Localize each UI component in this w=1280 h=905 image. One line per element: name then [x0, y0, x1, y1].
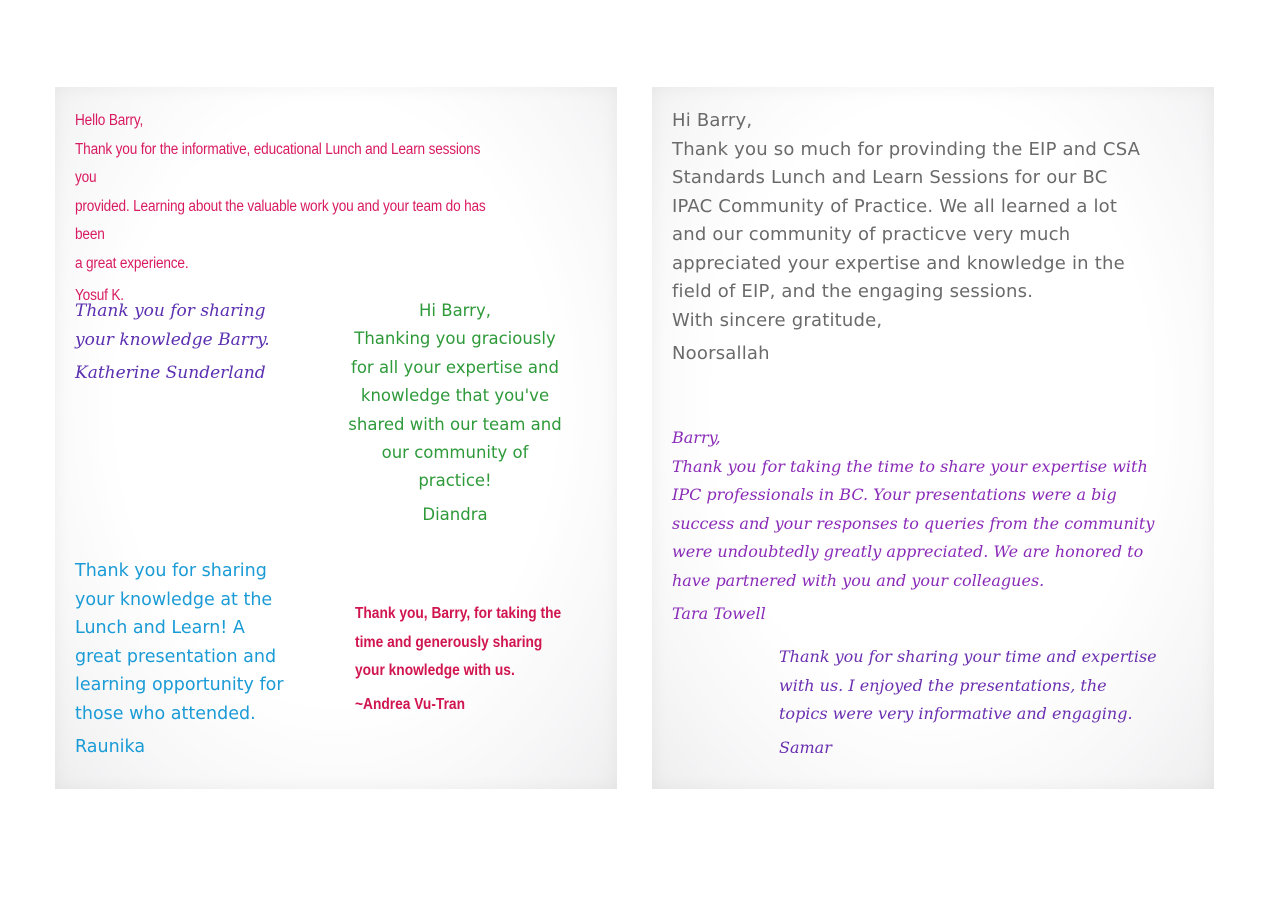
note-signature: Noorsallah: [672, 343, 770, 364]
note-signature: ~Andrea Vu-Tran: [355, 695, 465, 713]
note-line: Standards Lunch and Learn Sessions for our BC: [672, 167, 1108, 188]
note-line: with us. I enjoyed the presentations, the: [779, 675, 1107, 695]
note-line: for all your expertise and: [351, 357, 559, 377]
note-samar: [779, 643, 1209, 762]
note-line: Thank you for sharing: [75, 301, 266, 321]
note-line: Thank you for the informative, educational Lunch and Learn sessions you: [75, 140, 481, 186]
note-line: Lunch and Learn! A: [75, 618, 245, 638]
note-line: shared with our team and: [348, 414, 562, 434]
note-line: field of EIP, and the engaging sessions.: [672, 281, 1034, 302]
note-line: your knowledge Barry.: [75, 330, 270, 350]
note-line: a great experience.: [75, 254, 189, 272]
note-line: success and your responses to queries from the community: [672, 513, 1155, 533]
note-line: have partnered with you and your colleagues.: [672, 570, 1045, 590]
note-katherine: [75, 297, 315, 388]
left-card: [55, 87, 617, 789]
note-line: IPAC Community of Practice. We all learned a lot: [672, 195, 1118, 217]
note-line: learning opportunity for: [75, 675, 284, 695]
note-signature: Katherine Sunderland: [75, 363, 266, 383]
note-line: With sincere gratitude,: [672, 309, 883, 331]
note-line: your knowledge with us.: [355, 662, 515, 679]
note-diandra: [335, 297, 575, 529]
note-line: and our community of practicve very much: [672, 224, 1071, 245]
note-line: Thank you for taking the time to share your expertise with: [672, 456, 1148, 476]
note-signature: Raunika: [75, 737, 146, 757]
note-line: great presentation and: [75, 646, 277, 667]
note-line: knowledge that you've: [360, 386, 550, 406]
note-line: Thank you so much for provinding the EIP and CSA: [672, 138, 1141, 160]
note-line: Barry,: [672, 428, 721, 447]
note-line: Hello Barry,: [75, 112, 144, 129]
note-line: appreciated your expertise and knowledge in the: [672, 252, 1125, 274]
note-line: Thank you for sharing your time and expertise: [779, 647, 1157, 666]
note-andrea: [355, 600, 579, 719]
note-line: practice!: [418, 471, 492, 491]
note-signature: Diandra: [422, 504, 488, 524]
note-yosuf: [75, 107, 489, 311]
note-line: Hi Barry,: [419, 301, 491, 320]
note-line: provided. Learning about the valuable work you and your team do has been: [75, 197, 486, 243]
right-card: [652, 87, 1214, 789]
note-line: topics were very informative and engaging.: [779, 704, 1133, 723]
note-line: those who attended.: [75, 703, 256, 724]
note-signature: Yosuf K.: [75, 287, 124, 304]
note-line: our community of: [381, 443, 529, 463]
note-line: Hi Barry,: [672, 110, 753, 131]
note-line: IPC professionals in BC. Your presentations were a big: [672, 485, 1117, 504]
note-line: time and generously sharing: [355, 633, 543, 651]
note-line: Thank you, Barry, for taking the: [355, 605, 562, 622]
note-line: Thanking you graciously: [354, 329, 556, 349]
note-noorsallah: [672, 107, 1202, 369]
note-signature: Tara Towell: [672, 604, 766, 623]
note-raunika: [75, 557, 315, 762]
note-line: Thank you for sharing: [75, 561, 267, 581]
note-line: were undoubtedly greatly appreciated. We are honored to: [672, 542, 1144, 561]
note-tara: [672, 424, 1212, 629]
note-signature: Samar: [779, 737, 832, 757]
note-line: your knowledge at the: [75, 589, 273, 610]
